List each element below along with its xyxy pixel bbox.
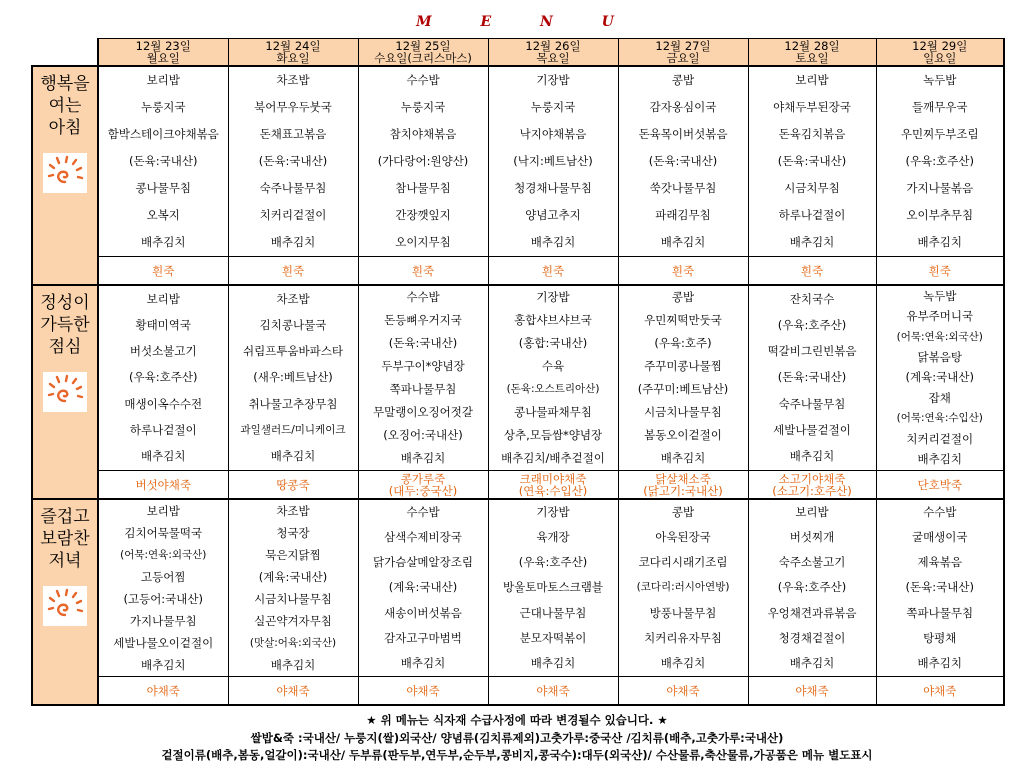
porridge	[619, 676, 748, 704]
menu-item: 배추김치	[141, 450, 186, 464]
menu-item: (어묵:연육:외국산)	[120, 548, 207, 561]
sun-logo-icon	[43, 586, 87, 626]
menu-item: 양념고추지	[525, 209, 581, 222]
menu-item: 돈등뼈우거지국	[384, 314, 462, 327]
porridge-text: (대두:중국산)	[388, 483, 458, 498]
porridge	[99, 676, 228, 704]
menu-items	[229, 500, 358, 676]
meal-label-line: 저녁	[48, 551, 82, 571]
menu-item: 간장깻잎지	[395, 209, 451, 222]
menu-items	[229, 286, 358, 470]
porridge-text: 흰죽	[541, 263, 565, 278]
porridge-text: 야채죽	[666, 683, 700, 698]
porridge-text: 단호박죽	[917, 477, 962, 492]
menu-title: M E N U	[416, 14, 636, 30]
day-weekday: 화요일	[276, 51, 310, 65]
menu-item: 누룽지국	[530, 101, 576, 114]
sun-logo-icon	[43, 372, 87, 412]
menu-item: 돈육김치볶음	[778, 128, 846, 141]
menu-item: 떡갈비그린빈볶음	[767, 345, 857, 359]
meal-label	[32, 285, 98, 499]
menu-item: 배추김치/배추겉절이	[501, 452, 605, 465]
menu-item: 세발나물겉절이	[773, 424, 851, 438]
menu-items	[359, 500, 488, 676]
menu-item: (돈육:오스트리아산)	[506, 383, 600, 395]
porridge-text: 흰죽	[152, 263, 175, 278]
menu-items	[877, 500, 1004, 676]
menu-item: 묵은지닭찜	[265, 548, 321, 562]
day-weekday: 금요일	[666, 51, 700, 65]
menu-item: 오복지	[146, 209, 180, 222]
meal-row	[32, 66, 1004, 285]
menu-item: 닭가슴살메알장조림	[373, 556, 473, 570]
day-weekday: 월요일	[146, 51, 180, 65]
menu-item: 북어무우두붓국	[254, 101, 332, 114]
porridge	[489, 676, 618, 704]
menu-item: (계육:국내산)	[388, 581, 458, 595]
menu-item: 배추김치	[270, 236, 316, 249]
menu-item: 쑥갓나물무침	[649, 182, 717, 195]
menu-item: 배추김치	[789, 236, 835, 249]
menu-item: 버섯소불고기	[129, 345, 197, 359]
menu-item: (코다리:러시아연방)	[636, 581, 730, 594]
menu-items	[489, 286, 618, 470]
menu-item: 세발나물오이겉절이	[113, 636, 214, 650]
menu-item: (어묵:연육:수입산)	[896, 412, 983, 425]
menu-item: 쉬림프투움바파스타	[243, 345, 343, 359]
menu-cell	[228, 66, 358, 285]
day-header	[98, 39, 228, 67]
menu-cell	[488, 66, 618, 285]
day-header	[488, 39, 618, 67]
menu-cell	[876, 499, 1004, 705]
porridge-text: 야채죽	[536, 683, 570, 698]
menu-item: (돈육:국내산)	[648, 155, 718, 168]
menu-item: 청국장	[276, 526, 310, 540]
menu-cell	[98, 66, 228, 285]
menu-item: 오이지무침	[395, 236, 451, 249]
menu-item: 홍합샤브샤브국	[514, 314, 592, 327]
menu-item: 누룽지국	[400, 101, 446, 114]
meal-row	[32, 499, 1004, 705]
menu-cell	[618, 285, 748, 499]
menu-items	[877, 67, 1004, 256]
menu-item: 차조밥	[276, 292, 310, 306]
menu-item: 하루나겉절이	[129, 424, 197, 438]
menu-items	[619, 500, 748, 676]
menu-cell	[488, 285, 618, 499]
day-date: 12월 26일	[525, 38, 581, 53]
menu-item: 보리밥	[795, 506, 829, 520]
menu-item: 김치콩나물국	[259, 318, 327, 332]
menu-item: 가지나물무침	[129, 614, 197, 628]
porridge	[489, 470, 618, 498]
menu-item: 새송이버섯볶음	[384, 606, 462, 620]
menu-item: (어묵:연육:외국산)	[896, 330, 983, 343]
meal-label-line: 점심	[48, 337, 82, 357]
menu-cell	[228, 285, 358, 499]
menu-item: 치커리유자무침	[644, 631, 722, 645]
menu-item: 콩밥	[671, 291, 695, 304]
porridge	[619, 256, 748, 284]
porridge	[229, 470, 358, 498]
menu-item: 우민찌떡만둣국	[644, 314, 722, 327]
menu-item: 숙주소불고기	[778, 556, 846, 570]
porridge-text: 버섯야채죽	[135, 477, 192, 492]
day-header	[618, 39, 748, 67]
menu-cell	[876, 285, 1004, 499]
menu-item: 분모자떡볶이	[519, 631, 587, 645]
menu-item: 청경채나물무침	[514, 182, 592, 195]
menu-item: 하루나겉절이	[778, 209, 846, 222]
menu-item: 녹두밥	[923, 74, 957, 87]
meal-label-line: 정성이	[40, 293, 90, 313]
porridge-text: 크래미야채죽	[519, 471, 587, 486]
menu-item: 매생이옥수수전	[124, 397, 203, 411]
menu-item: 배추김치	[660, 656, 706, 670]
menu-item: 기장밥	[536, 74, 570, 87]
menu-item: 기장밥	[536, 291, 570, 304]
menu-item: 배추김치	[660, 236, 706, 249]
menu-item: 실곤약겨자무침	[254, 614, 332, 628]
origin-line-2: 겉절이류(배추,봄동,얼갈이):국내산/ 두부류(판두부,연두부,순두부,콩비지,콩국수):대두(외국산)/ 수산물류,축산물류,가공품은 메뉴 별도표시	[161, 748, 873, 762]
menu-items	[619, 67, 748, 256]
porridge-text: 흰죽	[671, 263, 695, 278]
meal-label-line: 여는	[48, 96, 82, 116]
menu-item: (우육:호주산)	[905, 155, 974, 168]
menu-items	[877, 286, 1004, 470]
day-header	[358, 39, 488, 67]
menu-item: 들깨무우국	[911, 101, 968, 114]
sun-logo-icon	[43, 153, 87, 193]
porridge-text: 야채죽	[923, 683, 957, 698]
menu-cell	[358, 66, 488, 285]
menu-item: 탕평채	[923, 631, 957, 645]
meal-label-line: 행복을	[40, 74, 90, 94]
porridge	[229, 256, 358, 284]
menu-item: 배추김치	[400, 656, 446, 670]
menu-item: 돈육목이버섯볶음	[638, 128, 728, 141]
menu-item: 배추김치	[917, 453, 962, 467]
menu-item: 쪽파나물무침	[906, 606, 974, 620]
porridge-text: 흰죽	[800, 263, 824, 278]
menu-item: 콩나물무침	[135, 182, 192, 195]
menu-item: 수육	[541, 360, 565, 373]
menu-item: (우육:호주산)	[777, 581, 847, 595]
menu-item: 돈채표고볶음	[259, 128, 327, 141]
meal-label-line: 즐겁고	[40, 507, 90, 527]
menu-item: 치커리겉절이	[259, 209, 327, 222]
menu-item: 콩밥	[671, 506, 695, 520]
menu-item: 녹두밥	[923, 289, 957, 303]
porridge-text: 흰죽	[411, 263, 435, 278]
menu-item: 근대나물무침	[519, 606, 587, 620]
menu-item: 시금치나물무침	[254, 592, 332, 606]
porridge	[749, 470, 876, 498]
menu-item: 청경채겉절이	[778, 631, 846, 645]
menu-item: 취나물고추장무침	[248, 397, 338, 411]
menu-item: 파래김무침	[655, 209, 711, 222]
meal-label-line: 아침	[48, 118, 82, 138]
menu-item: 육개장	[536, 531, 570, 545]
menu-item: 배추김치	[917, 656, 962, 670]
menu-item: 배추김치	[917, 236, 962, 249]
menu-item: 과일샐러드/미니케이크	[240, 424, 346, 437]
porridge	[749, 256, 876, 284]
menu-item: 참치야채볶음	[389, 128, 457, 141]
menu-item: 차조밥	[276, 74, 310, 87]
menu-item: 참나물무침	[395, 182, 451, 195]
porridge-text: 야채죽	[795, 683, 829, 698]
menu-items	[99, 286, 228, 470]
menu-items	[749, 500, 876, 676]
menu-item: 콩나물파채무침	[514, 406, 592, 419]
header-blank	[32, 39, 98, 67]
menu-items	[99, 67, 228, 256]
menu-item: 배추김치	[400, 452, 446, 465]
menu-item: 상추,모듬쌈*양념장	[503, 429, 603, 442]
day-header	[228, 39, 358, 67]
porridge-text: (닭고기:국내산)	[643, 483, 723, 498]
menu-cell	[358, 499, 488, 705]
menu-item: 감자옹심이국	[649, 101, 717, 114]
menu-item: (홍합:국내산)	[518, 337, 588, 350]
day-header	[876, 39, 1004, 67]
menu-item: (돈육:국내산)	[777, 371, 847, 385]
menu-item: 배추김치	[660, 452, 706, 465]
day-date: 12월 23일	[135, 38, 191, 53]
menu-item: (돈육:국내산)	[388, 337, 458, 350]
menu-item: 배추김치	[270, 658, 316, 672]
menu-item: 수수밥	[923, 506, 957, 520]
porridge-text: 소고기야채죽	[778, 471, 846, 486]
menu-item: 함박스테이크야채볶음	[107, 128, 219, 141]
menu-item: 기장밥	[536, 506, 570, 520]
porridge	[489, 256, 618, 284]
day-date: 12월 28일	[784, 38, 840, 53]
menu-item: (맛살:어육:외국산)	[249, 636, 337, 649]
menu-items	[489, 67, 618, 256]
menu-item: 배추김치	[141, 236, 186, 249]
porridge-text: 야채죽	[146, 683, 180, 698]
menu-item: 배추김치	[141, 658, 186, 672]
menu-item: 황태미역국	[135, 318, 192, 332]
porridge	[359, 676, 488, 704]
meal-row	[32, 285, 1004, 499]
menu-cell	[876, 66, 1004, 285]
menu-item: (오징어:국내산)	[383, 429, 463, 442]
porridge-text: 흰죽	[928, 263, 951, 278]
day-weekday: 수요일(크리스마스)	[374, 51, 472, 65]
menu-cell	[358, 285, 488, 499]
porridge-text: 닭살채소죽	[655, 471, 711, 486]
menu-item: 야채두부된장국	[773, 101, 851, 114]
origin-line-1: 쌀밥&죽 :국내산/ 누룽지(쌀)외국산/ 양념류(김치류제외)고춧가루:중국산 /김치류(배추,고춧가루:국내산)	[250, 731, 784, 745]
meal-label	[32, 499, 98, 705]
menu-item: 감자고구마범벅	[384, 631, 462, 645]
menu-item: 콩밥	[671, 74, 695, 87]
porridge	[359, 256, 488, 284]
porridge	[359, 470, 488, 498]
porridge-text: (소고기:호주산)	[772, 483, 852, 498]
menu-items	[359, 67, 488, 256]
menu-item: 닭볶음탕	[917, 351, 962, 365]
menu-item: 치커리겉절이	[906, 432, 974, 446]
menu-item: 보리밥	[146, 504, 180, 518]
weekly-menu-table	[31, 38, 1005, 706]
menu-items	[489, 500, 618, 676]
menu-item: (계육:국내산)	[905, 371, 974, 385]
porridge	[229, 676, 358, 704]
menu-cell	[228, 499, 358, 705]
menu-item: 수수밥	[406, 506, 440, 520]
menu-item: 수수밥	[406, 74, 440, 87]
porridge-text: 콩가루죽	[400, 471, 446, 486]
porridge	[877, 676, 1004, 704]
menu-item: 배추김치	[270, 450, 316, 464]
menu-item: (계육:국내산)	[258, 570, 328, 584]
menu-item: 차조밥	[276, 504, 310, 518]
porridge-text: 야채죽	[406, 683, 440, 698]
menu-item: 배추김치	[530, 656, 576, 670]
menu-item: (우육:호주산)	[518, 556, 588, 570]
menu-items	[359, 286, 488, 470]
menu-item: (돈육:국내산)	[129, 155, 198, 168]
menu-item: 김치어묵물떡국	[124, 526, 203, 540]
porridge	[99, 256, 228, 284]
menu-item: (돈육:국내산)	[905, 581, 974, 595]
menu-cell	[618, 499, 748, 705]
menu-item: 우민찌두부조림	[900, 128, 979, 141]
menu-item: 유부주머니국	[906, 310, 974, 324]
menu-item: 두부구이*양념장	[381, 360, 465, 373]
day-date: 12월 24일	[265, 38, 321, 53]
menu-item: (우육:호주산)	[777, 318, 847, 332]
menu-item: (새우:베트남산)	[253, 371, 333, 385]
porridge	[749, 676, 876, 704]
menu-item: 보리밥	[795, 74, 829, 87]
menu-item: 숙주나물무침	[259, 182, 327, 195]
menu-item: 숙주나물무침	[778, 397, 846, 411]
menu-item: (우육:호주산)	[129, 371, 198, 385]
day-date: 12월 27일	[655, 38, 711, 53]
day-header	[748, 39, 876, 67]
menu-items	[99, 500, 228, 676]
menu-item: (고등어:국내산)	[123, 592, 203, 606]
menu-item: 고등어찜	[141, 570, 186, 584]
day-date: 12월 29일	[912, 38, 968, 53]
menu-cell	[488, 499, 618, 705]
porridge-text: 야채죽	[276, 683, 310, 698]
menu-item: (주꾸미:베트남산)	[637, 383, 729, 396]
menu-item: 코다리시래기조림	[638, 556, 728, 570]
menu-item: (돈육:국내산)	[777, 155, 847, 168]
menu-item: (돈육:국내산)	[258, 155, 328, 168]
menu-item: 보리밥	[146, 74, 180, 87]
menu-item: 오이부추무침	[906, 209, 974, 222]
menu-item: 우엉채견과류볶음	[767, 606, 857, 620]
menu-item: 방울토마토스크램블	[503, 581, 603, 595]
day-weekday: 토요일	[795, 51, 829, 65]
menu-item: (가다랑어:원양산)	[377, 155, 469, 168]
menu-cell	[618, 66, 748, 285]
porridge	[877, 470, 1004, 498]
day-date: 12월 25일	[395, 38, 451, 53]
menu-item: 아욱된장국	[655, 531, 711, 545]
menu-item: 버섯찌개	[789, 531, 835, 545]
porridge	[877, 256, 1004, 284]
menu-item: 배추김치	[789, 656, 835, 670]
menu-cell	[98, 285, 228, 499]
day-weekday: 목요일	[536, 51, 570, 65]
menu-items	[749, 286, 876, 470]
menu-cell	[748, 285, 876, 499]
menu-item: 굴매생이국	[911, 531, 968, 545]
menu-cell	[748, 499, 876, 705]
menu-item: 누룽지국	[141, 101, 186, 114]
menu-item: (낙지:베트남산)	[513, 155, 593, 168]
menu-items	[229, 67, 358, 256]
menu-item: 제육볶음	[917, 556, 962, 570]
meal-label-line: 보람찬	[40, 529, 90, 549]
porridge-text: 땅콩죽	[276, 477, 310, 492]
menu-item: 배추김치	[530, 236, 576, 249]
menu-item: 가지나물볶음	[906, 182, 974, 195]
porridge	[99, 470, 228, 498]
menu-cell	[748, 66, 876, 285]
meal-label-line: 가득한	[40, 315, 90, 335]
porridge-text: (연육:수입산)	[518, 483, 588, 498]
day-weekday: 일요일	[923, 51, 957, 65]
menu-item: 보리밥	[146, 292, 180, 306]
menu-cell	[98, 499, 228, 705]
menu-item: 수수밥	[406, 291, 440, 304]
menu-item: (우육:호주)	[654, 337, 712, 350]
menu-items	[619, 286, 748, 470]
menu-items	[749, 67, 876, 256]
menu-item: 무말랭이오징어젓갈	[373, 406, 473, 419]
menu-item: 주꾸미콩나물찜	[644, 360, 722, 373]
porridge	[619, 470, 748, 498]
menu-item: 배추김치	[789, 450, 835, 464]
meal-label	[32, 66, 98, 285]
menu-item: 봄동오이겉절이	[644, 429, 722, 442]
menu-item: 쪽파나물무침	[389, 383, 457, 396]
menu-item: 시금치나물무침	[644, 406, 722, 419]
porridge-text: 흰죽	[281, 263, 305, 278]
menu-item: 낙지야채볶음	[519, 128, 587, 141]
menu-item: 잡채	[928, 391, 951, 405]
menu-item: 방풍나물무침	[649, 606, 717, 620]
menu-item: 시금치무침	[784, 182, 840, 195]
change-notice: ★ 위 메뉴는 식자재 수급사정에 따라 변경될수 있습니다. ★	[366, 713, 668, 727]
menu-item: 잔치국수	[789, 292, 835, 306]
menu-item: 삼색수제비장국	[384, 531, 462, 545]
